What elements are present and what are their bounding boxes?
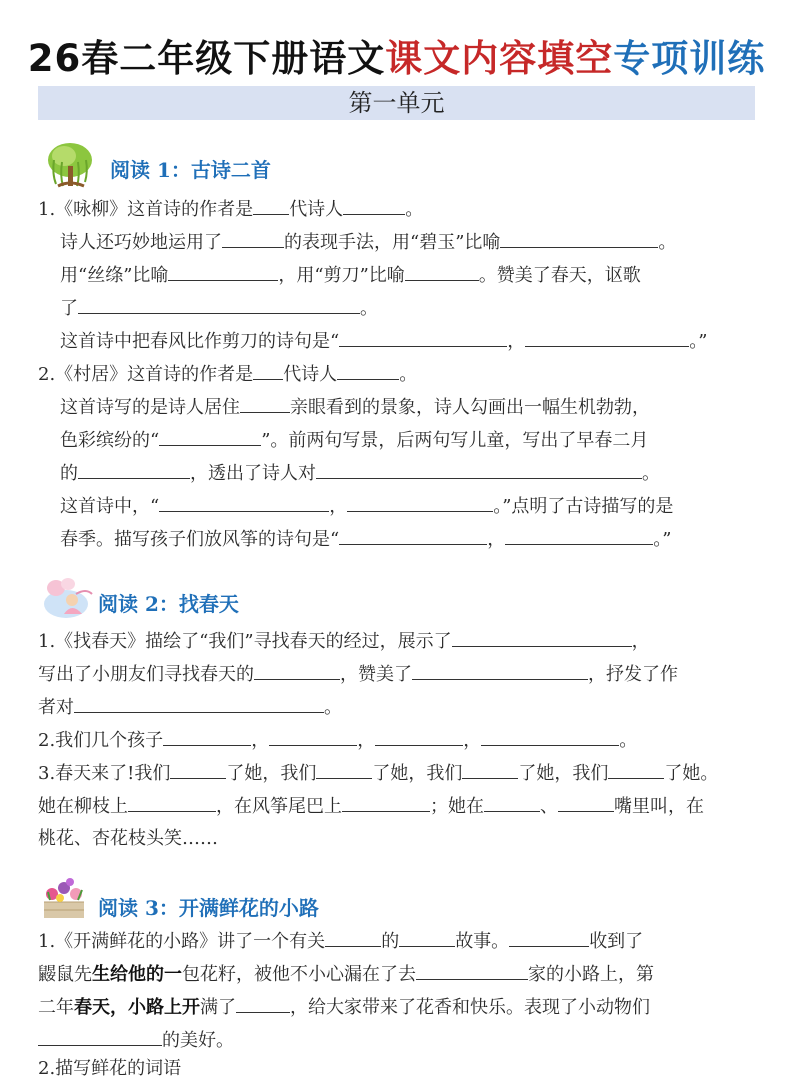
text-line: 者对 。 bbox=[38, 694, 342, 721]
text-line: 了 。 bbox=[60, 295, 378, 322]
text-line: 这首诗中，“ ， 。”点明了古诗描写的是 bbox=[60, 493, 673, 520]
unit-banner bbox=[38, 86, 755, 120]
text-line: 1.《找春天》描绘了“我们”寻找春天的经过，展示了 ， bbox=[38, 628, 650, 655]
section-title: 阅读 3：开满鲜花的小路 bbox=[98, 896, 319, 920]
willow-tree-icon bbox=[40, 140, 104, 188]
text-line: 诗人还巧妙地运用了 的表现手法，用“碧玉”比喻 。 bbox=[60, 229, 676, 256]
section-title: 阅读 1：古诗二首 bbox=[110, 158, 271, 182]
text-line: 二年春天，小路上开满了 ，给大家带来了花香和快乐。表现了小动物们 bbox=[38, 994, 650, 1021]
title-grade: 26春二年级下册语文 bbox=[27, 37, 386, 80]
section-header bbox=[0, 140, 793, 188]
text-line: 2.我们几个孩子 ， ， ， 。 bbox=[38, 727, 637, 754]
page-title bbox=[0, 28, 793, 82]
text-line: 桃花、杏花枝头笑…… bbox=[38, 828, 218, 849]
text-line: 3.春天来了!我们 了她，我们 了她，我们 了她，我们 了她。 bbox=[38, 760, 718, 787]
text-line: 写出了小朋友们寻找春天的 ，赞美了 ，抒发了作 bbox=[38, 661, 678, 688]
text-line: 的美好。 bbox=[38, 1027, 234, 1054]
section-title: 阅读 2：找春天 bbox=[98, 592, 239, 616]
flower-basket-icon bbox=[40, 872, 104, 920]
section-reading-2 bbox=[0, 574, 793, 854]
text-line: 1.《咏柳》这首诗的作者是 代诗人 。 bbox=[38, 196, 423, 223]
section-reading-3 bbox=[0, 872, 793, 1079]
unit-title: 第一单元 bbox=[348, 89, 445, 117]
title-training: 专项训练 bbox=[613, 37, 766, 80]
section-header bbox=[0, 872, 793, 920]
text-line: 1.《开满鲜花的小路》讲了一个有关 的 故事。 收到了 bbox=[38, 928, 643, 955]
text-line: 色彩缤纷的“ ”。前两句写景，后两句写儿童，写出了早春二月 bbox=[60, 427, 648, 454]
text-line: 她在柳枝上 ，在风筝尾巴上 ；她在 、 嘴里叫，在 bbox=[38, 793, 704, 820]
title-topic: 课文内容填空 bbox=[385, 37, 614, 80]
spring-girl-icon bbox=[40, 574, 104, 622]
text-line: 鼹鼠先生给他的一包花籽，被他不小心漏在了去 家的小路上，第 bbox=[38, 961, 654, 988]
text-line: 2.描写鲜花的词语 bbox=[38, 1058, 182, 1079]
text-line: 的 ，透出了诗人对 。 bbox=[60, 460, 660, 487]
text-line: 春季。描写孩子们放风筝的诗句是“ ， 。” bbox=[60, 526, 671, 553]
text-line: 2.《村居》这首诗的作者是 代诗人 。 bbox=[38, 361, 417, 388]
text-line: 这首诗中把春风比作剪刀的诗句是“ ， 。” bbox=[60, 328, 707, 355]
section-reading-1 bbox=[0, 140, 793, 560]
text-line: 用“丝绦”比喻 ，用“剪刀”比喻 。赞美了春天，讴歌 bbox=[60, 262, 641, 289]
section-header bbox=[0, 574, 793, 622]
text-line: 这首诗写的是诗人居住 亲眼看到的景象，诗人勾画出一幅生机勃勃， bbox=[60, 394, 650, 421]
